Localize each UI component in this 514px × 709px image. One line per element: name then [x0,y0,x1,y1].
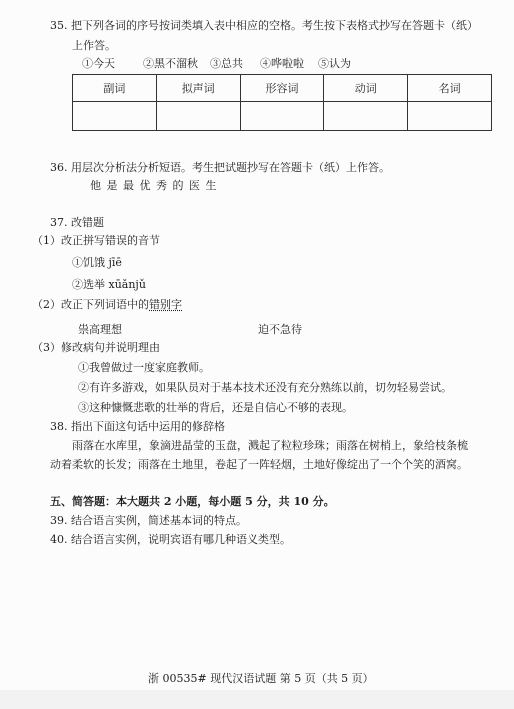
q37-sub1: （1）改正拼写错误的音节 [32,234,160,247]
q36-line1: 36. 用层次分析法分析短语。考生把试题抄写在答题卡（纸）上作答。 [50,161,390,174]
q37-sub2-underlined: 错别字 [149,298,182,311]
q37-item1b: ②选举 xūǎnjǔ [72,278,146,291]
q37-item3b: ②有许多游戏，如果队员对于基本技术还没有充分熟练以前，切勿轻易尝试。 [78,381,452,394]
table-answer-cell [408,102,492,131]
q35-word-2: ②黑不溜秋 [143,57,198,70]
q37-item1a: ①饥饿 jīē [72,256,122,269]
q37-sub2-prefix: （2）改正下列词语中的 [32,298,149,311]
q35-word-5: ⑤认为 [318,57,351,70]
table-header-row [73,75,492,102]
page-footer: 浙 00535# 现代汉语试题 第 5 页（共 5 页） [148,672,374,685]
q37-item2a: 祟高理想 [78,323,122,336]
table-header-cell: 形容词 [240,75,324,102]
q37-title: 37. 改错题 [50,216,104,229]
q38-title: 38. 指出下面这句话中运用的修辞格 [50,420,225,433]
q35-word-3: ③总共 [210,57,243,70]
q37-item3c: ③这种慷慨悲歌的壮举的背后，还是自信心不够的表现。 [78,401,353,414]
q37-sub2 [32,297,182,312]
q35-line1: 35. 把下列各词的序号按词类填入表中相应的空格。考生按下表格式抄写在答题卡（纸） [50,19,478,32]
q38-line2: 动着柔软的长发；雨落在土地里，卷起了一阵轻烟，土地好像绽出了一个个笑的酒窝。 [50,458,468,471]
q40-text: 40. 结合语言实例，说明宾语有哪几种语义类型。 [50,533,291,546]
q36-phrase: 他 是 最 优 秀 的 医 生 [90,179,218,192]
q39-text: 39. 结合语言实例，简述基本词的特点。 [50,514,247,527]
table-header-cell: 动词 [324,75,408,102]
q37-item3a: ①我曾做过一度家庭教师。 [78,361,210,374]
footer-bar [0,690,514,709]
q38-line1: 雨落在水库里，象滴进晶莹的玉盘，溅起了粒粒珍珠；雨落在树梢上，象给枝条梳 [72,439,468,452]
q35-answer-table [72,74,492,131]
table-header-cell: 拟声词 [156,75,240,102]
q35-word-1: ①今天 [82,57,115,70]
q35-word-4: ④哗啦啦 [260,57,304,70]
table-header-cell: 副词 [73,75,157,102]
q35-line2: 上作答。 [72,39,116,52]
q37-item2b: 迫不急待 [258,323,302,336]
table-answer-cell [73,102,157,131]
section5-title: 五、简答题：本大题共 2 小题，每小题 5 分，共 10 分。 [50,495,335,508]
table-answer-cell [324,102,408,131]
table-answer-cell [240,102,324,131]
table-header-cell: 名词 [408,75,492,102]
table-answer-row [73,102,492,131]
table-answer-cell [156,102,240,131]
q37-sub3: （3）修改病句并说明理由 [32,341,160,354]
